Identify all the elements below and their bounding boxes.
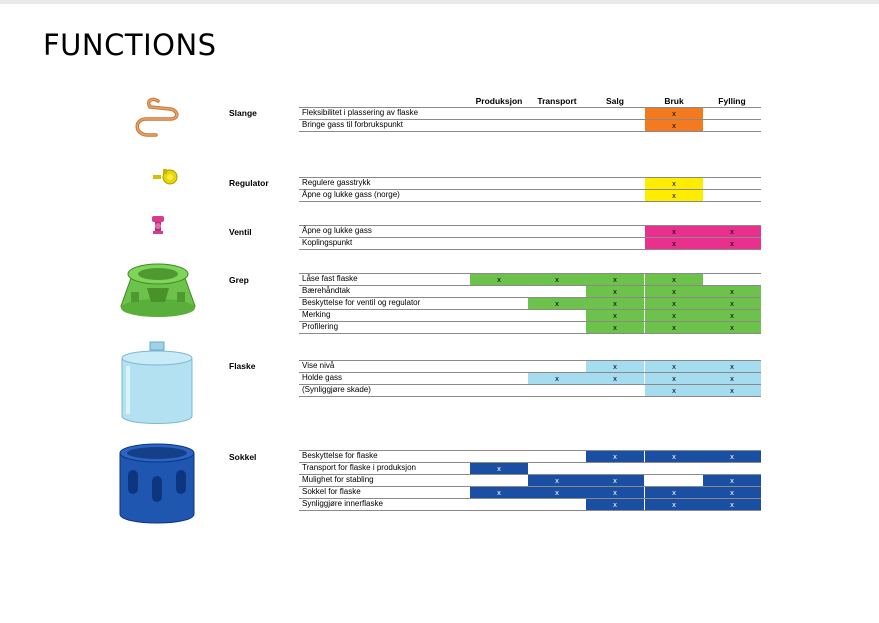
matrix-cell-salg: x — [586, 274, 644, 285]
matrix-cell-transport: x — [528, 298, 586, 309]
matrix-cell-transport: x — [528, 373, 586, 384]
matrix-cell-bruk: x — [645, 385, 703, 396]
matrix-cell-fylling: x — [703, 475, 761, 486]
row-label: Beskyttelse for ventil og regulator — [302, 298, 421, 307]
group-label-slange: Slange — [229, 108, 257, 118]
matrix-cell-salg: x — [586, 475, 644, 486]
matrix-cell-transport: x — [528, 475, 586, 486]
matrix-cell-bruk: x — [645, 499, 703, 510]
row-divider — [299, 396, 761, 397]
matrix-cell-salg: x — [586, 286, 644, 297]
column-header-fylling: Fylling — [718, 96, 746, 106]
row-label: Åpne og lukke gass (norge) — [302, 190, 400, 199]
matrix-cell-produksjon: x — [470, 274, 528, 285]
matrix-cell-salg: x — [586, 361, 644, 372]
top-bar — [0, 0, 879, 4]
matrix-cell-bruk: x — [645, 322, 703, 333]
row-divider — [299, 510, 761, 511]
row-label: Holde gass — [302, 373, 343, 382]
column-header-transport: Transport — [537, 96, 577, 106]
matrix-cell-bruk: x — [645, 310, 703, 321]
matrix-cell-fylling: x — [703, 298, 761, 309]
matrix-cell-bruk: x — [645, 190, 703, 201]
regulator-icon — [150, 166, 182, 188]
matrix-cell-bruk: x — [645, 373, 703, 384]
matrix-cell-salg: x — [586, 487, 644, 498]
matrix-cell-bruk: x — [645, 108, 703, 119]
matrix-cell-bruk: x — [645, 286, 703, 297]
matrix-cell-transport: x — [528, 274, 586, 285]
matrix-cell-bruk: x — [645, 487, 703, 498]
row-label: Beskyttelse for flaske — [302, 451, 378, 460]
matrix-cell-salg: x — [586, 322, 644, 333]
matrix-cell-bruk: x — [645, 226, 703, 237]
row-label: Regulere gasstrykk — [302, 178, 371, 187]
matrix-cell-salg: x — [586, 373, 644, 384]
valve-icon — [148, 214, 170, 236]
matrix-cell-fylling: x — [703, 238, 761, 249]
matrix-cell-bruk: x — [645, 298, 703, 309]
matrix-cell-bruk: x — [645, 120, 703, 131]
row-label: Bærehåndtak — [302, 286, 351, 295]
cylinder-icon — [116, 340, 198, 428]
grip-icon — [117, 258, 199, 326]
matrix-cell-fylling: x — [703, 373, 761, 384]
row-label: Vise nivå — [302, 361, 335, 370]
group-label-ventil: Ventil — [229, 227, 252, 237]
column-header-bruk: Bruk — [664, 96, 684, 106]
row-label: Mulighet for stabling — [302, 475, 374, 484]
matrix-cell-salg: x — [586, 298, 644, 309]
matrix-cell-fylling: x — [703, 310, 761, 321]
matrix-cell-produksjon: x — [470, 487, 528, 498]
page-title: FUNCTIONS — [43, 28, 217, 62]
matrix-cell-fylling: x — [703, 487, 761, 498]
row-label: (Synliggjøre skade) — [302, 385, 371, 394]
matrix-cell-fylling: x — [703, 499, 761, 510]
row-label: Merking — [302, 310, 331, 319]
matrix-cell-fylling: x — [703, 226, 761, 237]
row-label: Koplingspunkt — [302, 238, 353, 247]
base-icon — [116, 440, 198, 526]
hose-icon — [130, 95, 190, 140]
column-header-produksjon: Produksjon — [475, 96, 523, 106]
row-label: Fleksibilitet i plassering av flaske — [302, 108, 419, 117]
row-label: Bringe gass til forbrukspunkt — [302, 120, 403, 129]
row-divider — [299, 333, 761, 334]
matrix-cell-produksjon: x — [470, 463, 528, 474]
matrix-cell-fylling: x — [703, 286, 761, 297]
group-label-sokkel: Sokkel — [229, 452, 257, 462]
matrix-cell-salg: x — [586, 499, 644, 510]
matrix-cell-fylling: x — [703, 451, 761, 462]
row-label: Transport for flaske i produksjon — [302, 463, 416, 472]
matrix-cell-bruk: x — [645, 451, 703, 462]
matrix-cell-bruk: x — [645, 274, 703, 285]
row-divider — [299, 131, 761, 132]
group-label-flaske: Flaske — [229, 361, 256, 371]
row-divider — [299, 201, 761, 202]
matrix-cell-salg: x — [586, 310, 644, 321]
column-header-salg: Salg — [606, 96, 624, 106]
matrix-cell-transport: x — [528, 487, 586, 498]
row-label: Sokkel for flaske — [302, 487, 361, 496]
matrix-cell-bruk: x — [645, 361, 703, 372]
matrix-cell-fylling: x — [703, 322, 761, 333]
matrix-cell-bruk: x — [645, 238, 703, 249]
row-label: Åpne og lukke gass — [302, 226, 372, 235]
row-label: Profilering — [302, 322, 339, 331]
row-label: Synliggjøre innerflaske — [302, 499, 383, 508]
matrix-cell-salg: x — [586, 451, 644, 462]
group-label-grep: Grep — [229, 275, 249, 285]
group-label-regulator: Regulator — [229, 178, 269, 188]
row-divider — [299, 249, 761, 250]
matrix-cell-bruk: x — [645, 178, 703, 189]
matrix-cell-fylling: x — [703, 361, 761, 372]
row-label: Låse fast flaske — [302, 274, 358, 283]
matrix-cell-fylling: x — [703, 385, 761, 396]
